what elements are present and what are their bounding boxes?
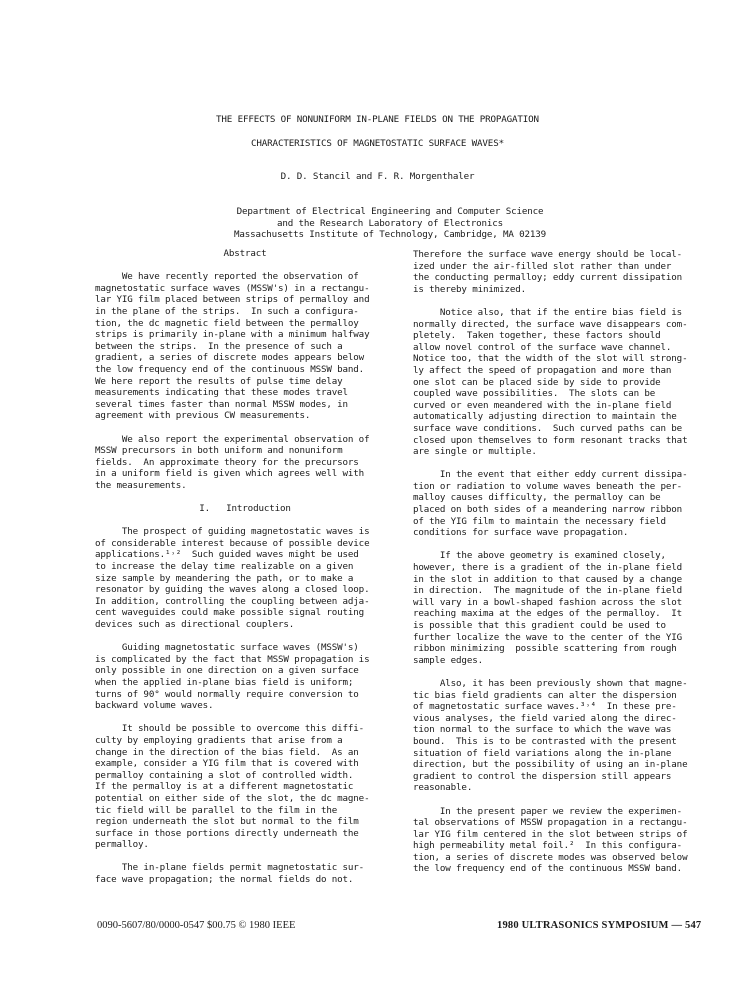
text-line: tic field will be parallel to the film in the: [95, 804, 338, 816]
text-line: tal observations of MSSW propagation in a rectangu-: [413, 817, 688, 829]
text-line: If the permalloy is at a different magnetostatic: [95, 781, 354, 793]
text-line: reaching maxima at the edges of the permalloy. It: [413, 608, 683, 620]
text-line: placed on both sides of a meandering narrow ribbon: [413, 504, 683, 516]
text-line: size sample by meandering the path, or to make a: [95, 572, 354, 584]
text-line: The prospect of guiding magnetostatic waves is: [95, 526, 370, 538]
text-line: devices such as directional couplers.: [95, 619, 295, 630]
text-line: situation of field variations along the in-plane: [413, 747, 672, 759]
text-line: are single or multiple.: [413, 446, 537, 458]
text-line: of the YIG film to maintain the necessary field: [413, 515, 666, 527]
text-line: Notice too, that the width of the slot will strong-: [413, 353, 688, 365]
text-line: malloy causes difficulty, the permalloy can be: [413, 492, 661, 504]
text-line: pletely. Taken together, these factors should: [413, 330, 661, 342]
text-line: conditions for surface wave propagation.: [413, 527, 629, 539]
text-line: change in the direction of the bias field. As an: [95, 746, 359, 758]
affiliation-line: and the Research Laboratory of Electronics: [276, 217, 504, 229]
text-line: curved or even meandered with the in-plane field: [413, 399, 672, 411]
text-line: the measurements.: [95, 479, 187, 491]
text-line: the low frequency end of the continuous MSSW band.: [413, 863, 683, 875]
copyright-footer: 0090-5607/80/0000-0547 $00.75 © 1980 IEEE: [97, 920, 296, 931]
text-line: tion, the dc magnetic field between the permalloy: [95, 317, 359, 329]
text-line: will vary in a bowl-shaped fashion across the slot: [413, 596, 683, 608]
text-line: ly affect the speed of propagation and more than: [413, 364, 672, 376]
text-line: Therefore the surface wave energy should be local-: [413, 249, 683, 260]
text-line: sample edges.: [413, 654, 483, 666]
text-line: direction, but the possibility of using an in-plane: [413, 759, 688, 771]
text-line: in direction. The magnitude of the in-plane field: [413, 585, 683, 597]
text-line: culty by employing gradients that arise from a: [95, 734, 343, 746]
text-line: magnetostatic surface waves (MSSW's) in a rectangu-: [95, 282, 370, 294]
text-line: of magnetostatic surface waves.³˒⁴ In these pre-: [413, 701, 677, 713]
text-line: potential on either side of the slot, the dc magne-: [95, 792, 370, 804]
text-line: turns of 90° would normally require conversion to: [95, 688, 359, 700]
text-line: however, there is a gradient of the in-plane field: [413, 562, 683, 574]
page-footer: 1980 ULTRASONICS SYMPOSIUM — 547: [497, 920, 702, 931]
paper-title-line-1: THE EFFECTS OF NONUNIFORM IN-PLANE FIELDS ON THE PROPAGATION: [216, 114, 539, 125]
text-line: In the present paper we review the experimen-: [413, 805, 683, 817]
text-line: when the applied in-plane bias field is uniform;: [95, 676, 354, 688]
section-heading-introduction: I. Introduction: [199, 503, 291, 515]
affiliation: [0, 206, 755, 241]
text-line: We have recently reported the observation of: [95, 271, 359, 283]
text-line: backward volume waves.: [95, 700, 214, 712]
body-paragraph: [413, 678, 723, 794]
text-line: vious analyses, the field varied along the direc-: [413, 712, 677, 724]
text-line: example, consider a YIG film that is covered with: [95, 758, 359, 770]
text-line: gradient to control the dispersion still appears: [413, 770, 672, 782]
text-line: applications.¹˒² Such guided waves might be used: [95, 549, 359, 561]
abstract-heading: Abstract: [223, 248, 267, 259]
text-line: surface in those portions directly underneath the: [95, 827, 359, 839]
text-line: further localize the wave to the center of the YIG: [413, 631, 683, 643]
body-paragraph: [413, 550, 723, 666]
text-line: closed upon themselves to form resonant tracks that: [413, 434, 688, 446]
text-line: of considerable interest because of possible device: [95, 537, 370, 549]
text-line: ized under the air-filled slot rather than under: [413, 260, 672, 272]
text-line: surface wave conditions. Such curved paths can be: [413, 422, 683, 434]
text-line: We also report the experimental observation of: [95, 433, 370, 445]
text-line: to increase the delay time realizable on a given: [95, 561, 354, 573]
text-line: reasonable.: [413, 782, 473, 794]
text-line: strips is primarily in-plane with a minimum halfway: [95, 329, 370, 341]
text-line: lar YIG film centered in the slot between strips of: [413, 828, 688, 840]
text-line: measurements indicating that these modes travel: [95, 387, 348, 399]
text-line: is thereby minimized.: [413, 283, 527, 295]
text-line: In the event that either eddy current dissipa-: [413, 469, 688, 481]
authors: D. D. Stancil and F. R. Morgenthaler: [280, 171, 475, 182]
text-line: tic bias field gradients can alter the dispersion: [413, 689, 677, 701]
text-line: Notice also, that if the entire bias field is: [413, 306, 683, 318]
text-line: fields. An approximate theory for the precursors: [95, 456, 359, 468]
paper-title-line-2: CHARACTERISTICS OF MAGNETOSTATIC SURFACE WAVES*: [251, 138, 504, 149]
text-line: the low frequency end of the continuous MSSW band.: [95, 363, 365, 375]
text-line: between the strips. In the presence of such a: [95, 340, 343, 352]
text-line: tion normal to the surface to which the wave was: [413, 724, 672, 736]
body-paragraph: [413, 307, 723, 458]
affiliation-line: Massachusetts Institute of Technology, Cambridge, MA 02139: [233, 229, 547, 241]
text-line: tion or radiation to volume waves beneath the per-: [413, 480, 683, 492]
text-line: The in-plane fields permit magnetostatic sur-: [95, 862, 365, 874]
text-line: region underneath the slot but normal to the film: [95, 816, 359, 828]
affiliation-line: Department of Electrical Engineering and Computer Science: [236, 206, 544, 217]
body-paragraph: [413, 806, 723, 876]
abstract-paragraph: [95, 271, 395, 422]
text-line: MSSW precursors in both uniform and nonuniform: [95, 445, 343, 457]
text-line: We here report the results of pulse time delay: [95, 375, 343, 387]
text-line: Also, it has been previously shown that magne-: [413, 677, 688, 689]
text-line: automatically adjusting direction to maintain the: [413, 411, 677, 423]
text-line: one slot can be placed side by side to provide: [413, 376, 661, 388]
abstract-paragraph: [95, 434, 395, 492]
text-line: is possible that this gradient could be used to: [413, 620, 666, 631]
text-line: gradient, a series of discrete modes appears below: [95, 352, 365, 364]
text-line: face wave propagation; the normal fields do not.: [95, 874, 354, 886]
text-line: in the slot in addition to that caused by a change: [413, 573, 683, 585]
left-column: [95, 248, 395, 886]
text-line: If the above geometry is examined closely,: [413, 550, 666, 562]
text-line: bound. This is to be contrasted with the present: [413, 735, 677, 747]
text-line: In addition, controlling the coupling between adja-: [95, 595, 370, 607]
body-paragraph: [95, 526, 395, 630]
body-paragraph: [413, 249, 723, 295]
text-line: ribbon minimizing possible scattering from rough: [413, 643, 677, 655]
text-line: normally directed, the surface wave disappears com-: [413, 318, 688, 330]
body-paragraph: [95, 723, 395, 851]
text-line: lar YIG film placed between strips of permalloy and: [95, 294, 370, 306]
text-line: permalloy containing a slot of controlled width.: [95, 769, 354, 781]
text-line: the conducting permalloy; eddy current dissipation: [413, 272, 683, 284]
text-line: in the plane of the strips. In such a configura-: [95, 305, 359, 317]
text-line: coupled wave possibilities. The slots can be: [413, 388, 656, 400]
text-line: permalloy.: [95, 839, 149, 851]
right-column: [413, 249, 723, 875]
text-line: high permeability metal foil.² In this configura-: [413, 840, 683, 852]
text-line: Guiding magnetostatic surface waves (MSSW's): [95, 642, 359, 654]
text-line: several times faster than normal MSSW modes, in: [95, 398, 348, 410]
text-line: is complicated by the fact that MSSW propagation is: [95, 653, 370, 665]
text-line: in a uniform field is given which agrees well with: [95, 468, 365, 480]
body-paragraph: [95, 862, 395, 885]
text-line: allow novel control of the surface wave channel.: [413, 341, 672, 353]
text-line: tion, a series of discrete modes was observed below: [413, 851, 688, 863]
text-line: It should be possible to overcome this diffi-: [95, 723, 365, 735]
body-paragraph: [413, 469, 723, 539]
text-line: only possible in one direction on a given surface: [95, 665, 359, 677]
text-line: agreement with previous CW measurements.: [95, 410, 311, 422]
text-line: resonator by guiding the waves along a closed loop.: [95, 584, 370, 596]
body-paragraph: [95, 642, 395, 712]
text-line: cent waveguides could make possible signal routing: [95, 607, 365, 619]
